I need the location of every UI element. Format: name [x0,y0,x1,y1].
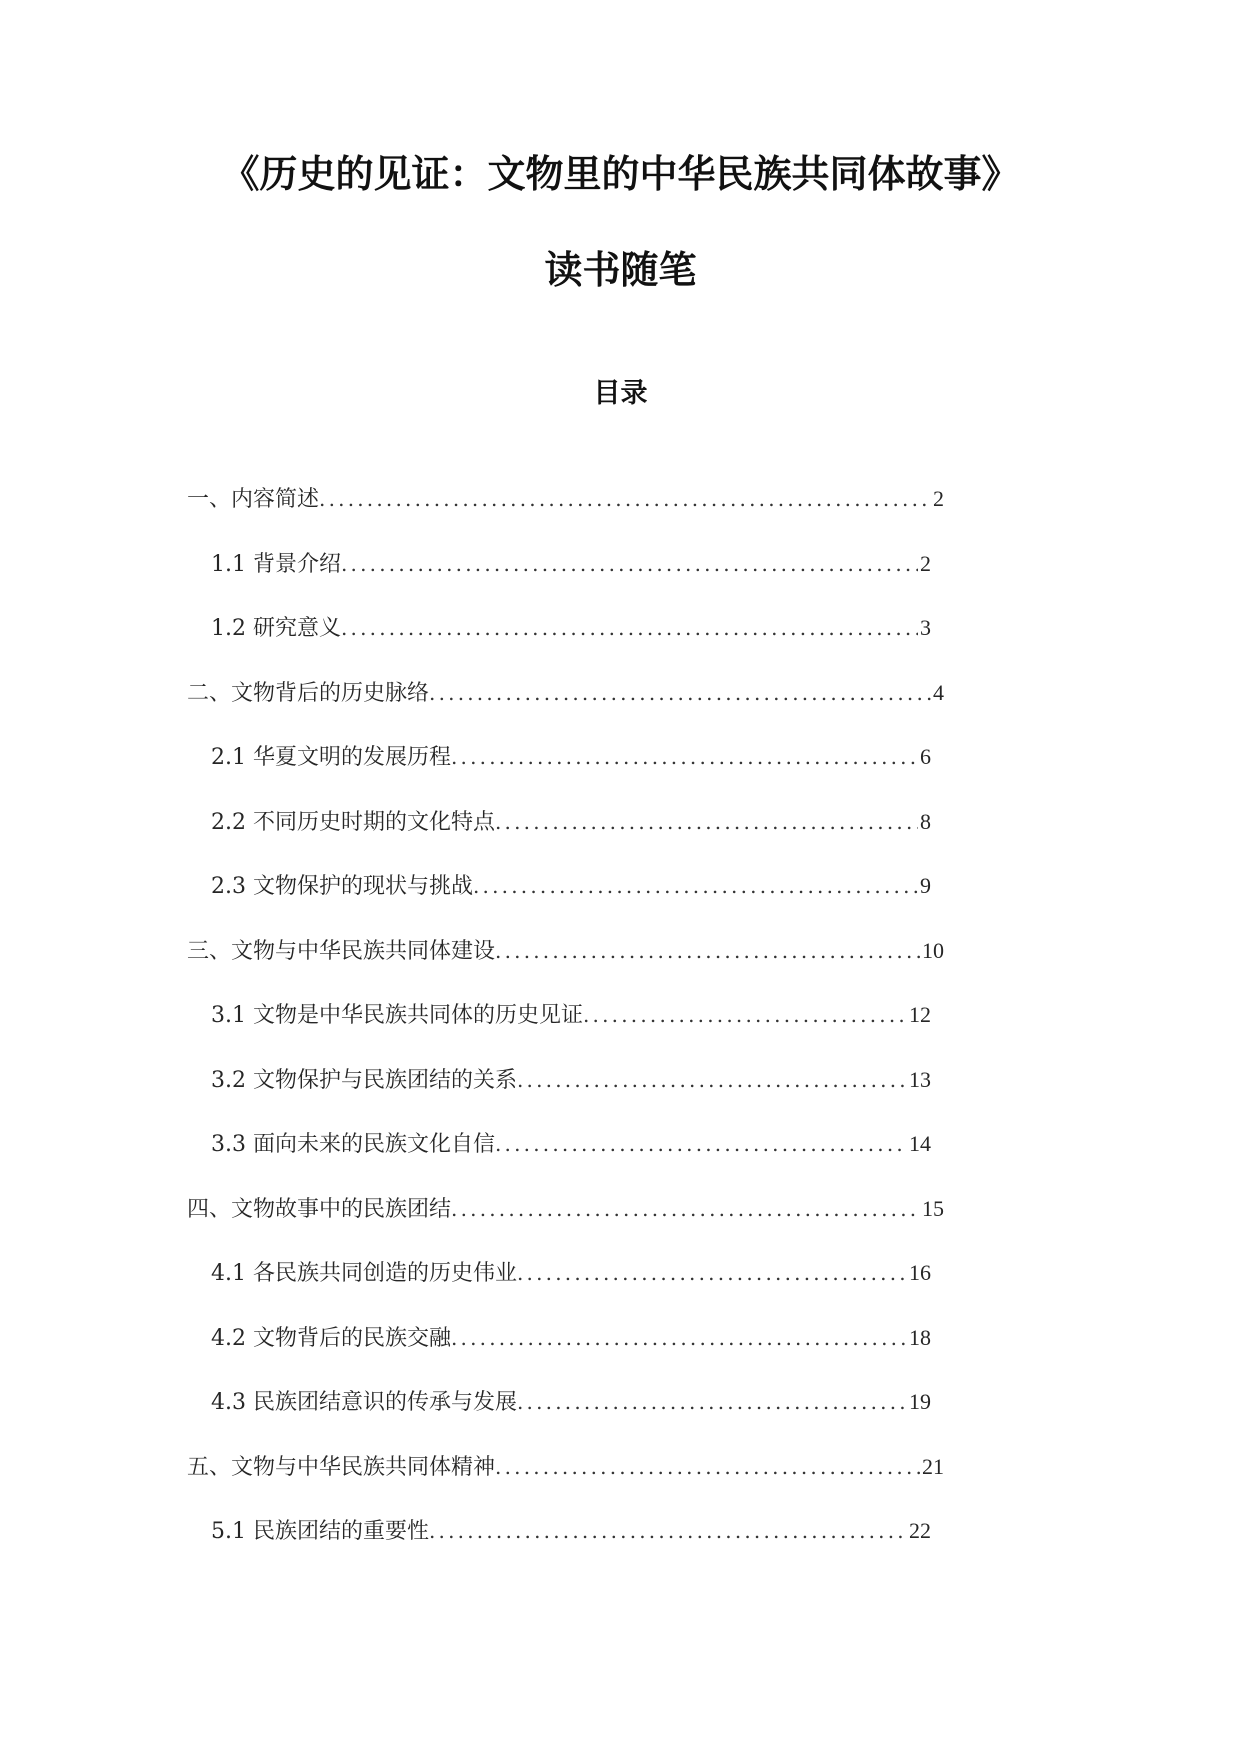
toc-entry [211,854,931,919]
toc-entry-page-number: 2 [920,550,931,576]
toc-entry-label: 四、文物故事中的民族团结 [187,1196,452,1222]
toc-dot-leader [429,1499,907,1565]
toc-entry-label: 4.3 民族团结意识的传承与发展 [211,1390,517,1415]
toc-entry-page-number: 3 [920,615,931,640]
toc-dot-leader [495,1435,920,1501]
toc-dot-leader [429,661,931,727]
toc-entry-page-number: 8 [920,808,931,834]
table-of-contents [187,467,967,1564]
toc-dot-leader [495,1112,907,1178]
toc-entry [211,725,931,790]
toc-entry-page-number: 12 [909,1002,931,1027]
toc-entry-label: 2.1 华夏文明的发展历程 [211,745,451,770]
toc-entry-page-number: 18 [909,1324,931,1350]
toc-entry-page-number: 22 [909,1518,931,1543]
toc-entry [211,1370,931,1435]
toc-dot-leader [517,1241,907,1307]
toc-entry-label: 5.1 民族团结的重要性 [211,1519,429,1544]
toc-entry-label: 1.1 背景介绍 [211,551,341,577]
toc-entry-label: 3.3 面向未来的民族文化自信 [211,1132,495,1157]
toc-entry [187,1435,944,1500]
toc-entry [211,1048,931,1113]
toc-entry [187,661,944,726]
toc-dot-leader [473,854,918,920]
toc-entry [187,1177,944,1242]
toc-entry-page-number: 10 [922,937,944,963]
toc-entry [211,532,931,597]
toc-entry-label: 一、内容简述 [187,487,320,512]
toc-dot-leader [583,983,907,1049]
toc-entry [211,983,931,1048]
toc-entry-page-number: 19 [909,1389,931,1414]
toc-entry-page-number: 4 [933,679,944,705]
toc-dot-leader [451,725,918,791]
toc-entry-page-number: 13 [909,1066,931,1092]
toc-dot-leader [451,1177,920,1243]
toc-entry-label: 4.1 各民族共同创造的历史伟业 [211,1261,517,1286]
toc-entry-label: 2.3 文物保护的现状与挑战 [211,874,473,899]
toc-entry-label: 2.2 不同历史时期的文化特点 [211,809,495,835]
toc-entry [211,1306,931,1371]
toc-entry-page-number: 6 [920,744,931,769]
toc-entry [211,1112,931,1177]
toc-entry-label: 3.1 文物是中华民族共同体的历史见证 [211,1003,583,1028]
toc-entry [211,790,931,855]
toc-entry [187,919,944,984]
toc-entry-label: 4.2 文物背后的民族交融 [211,1325,451,1351]
toc-entry-label: 3.2 文物保护与民族团结的关系 [211,1067,517,1093]
toc-dot-leader [341,532,918,598]
toc-entry [211,596,931,661]
toc-entry [211,1499,931,1564]
toc-entry-page-number: 15 [922,1195,944,1221]
toc-entry-page-number: 16 [909,1260,931,1285]
toc-dot-leader [451,1306,907,1372]
toc-entry-page-number: 14 [909,1131,931,1156]
toc-dot-leader [319,467,931,533]
toc-dot-leader [517,1370,907,1436]
toc-dot-leader [495,919,920,985]
title-line-2: 读书随笔 [544,247,697,292]
toc-heading: 目录 [593,378,648,409]
toc-entry-label: 二、文物背后的历史脉络 [187,680,430,706]
toc-dot-leader [517,1048,907,1114]
toc-dot-leader [341,596,918,662]
title-line-1: 《历史的见证：文物里的中华民族共同体故事》 [221,151,1020,196]
toc-dot-leader [495,790,918,856]
toc-entry [187,467,944,532]
toc-entry-page-number: 9 [920,873,931,898]
toc-entry [211,1241,931,1306]
toc-entry-label: 五、文物与中华民族共同体精神 [187,1454,496,1480]
toc-entry-label: 1.2 研究意义 [211,616,341,641]
toc-entry-page-number: 21 [922,1453,944,1479]
toc-entry-page-number: 2 [933,486,944,511]
toc-entry-label: 三、文物与中华民族共同体建设 [187,938,496,964]
document-title [140,126,1101,318]
